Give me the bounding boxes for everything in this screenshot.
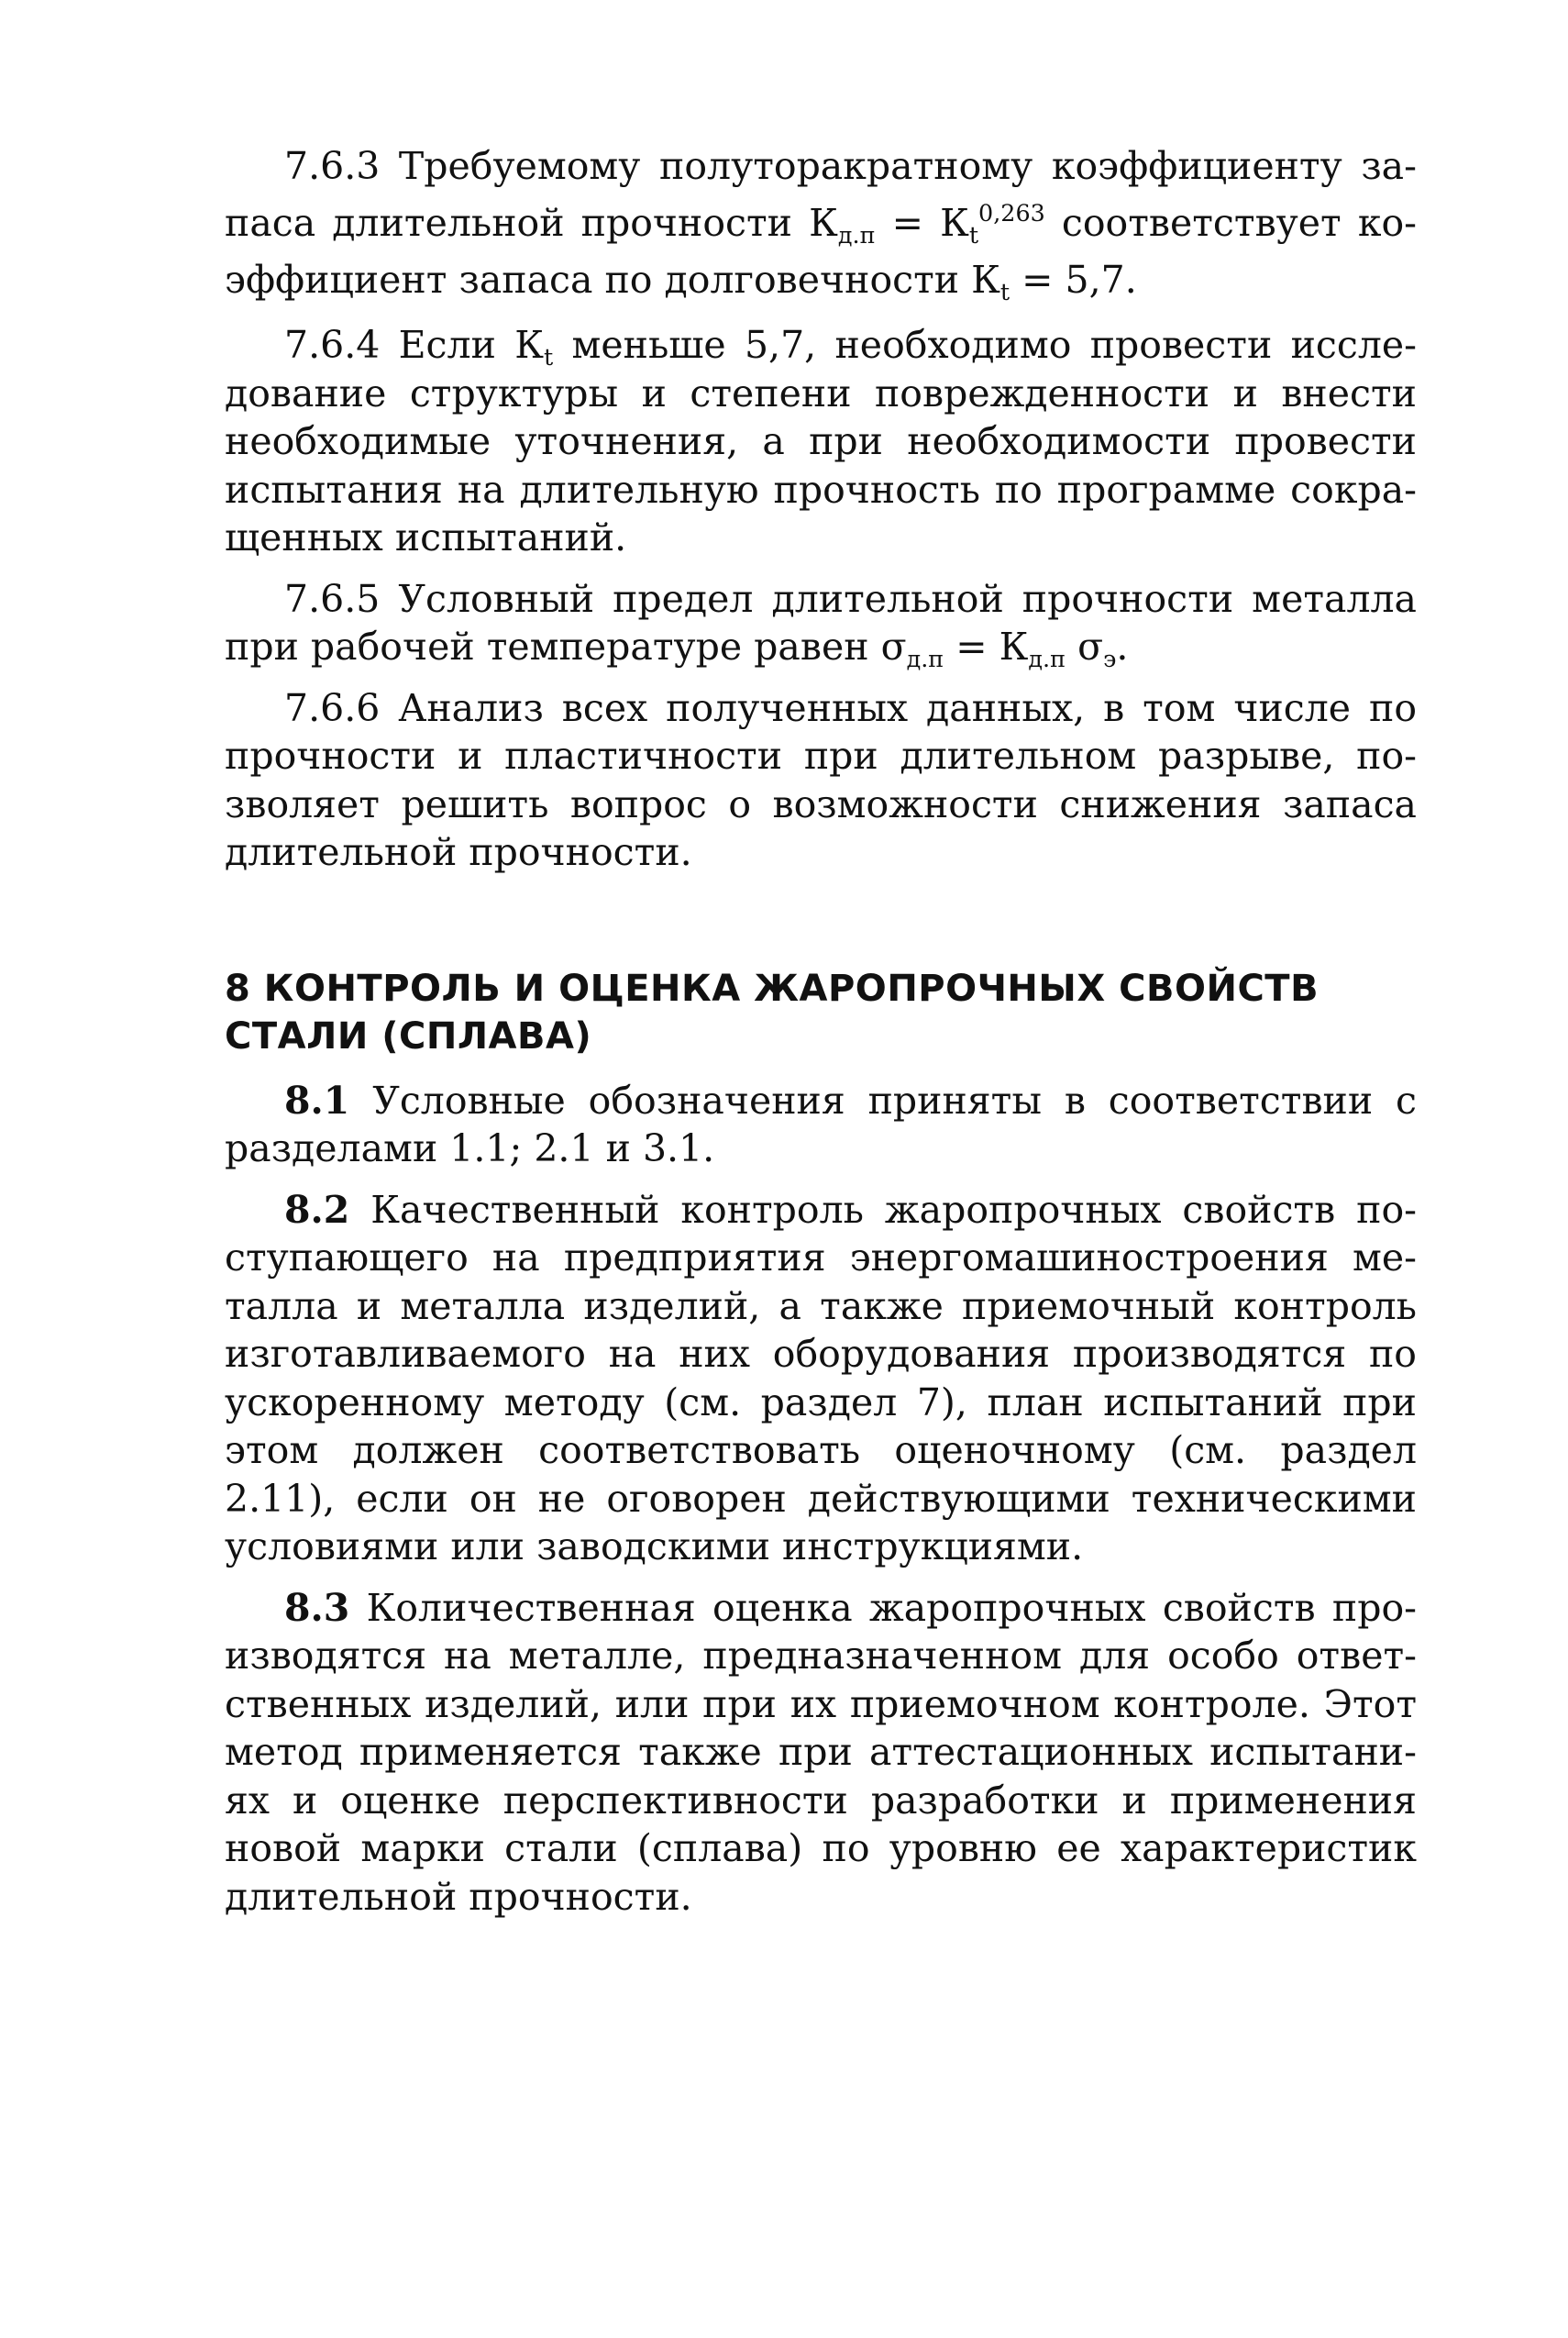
- superscript: 0,263: [978, 199, 1045, 227]
- paragraph-7-6-4: [225, 321, 1417, 562]
- section-8-heading: 8 КОНТРОЛЬ И ОЦЕНКА ЖАРОПРОЧНЫХ СВОЙСТВ СТАЛИ (СПЛАВА): [225, 967, 1320, 1058]
- paragraph-text: = К: [875, 201, 969, 245]
- paragraph-number: 8.3: [284, 1585, 350, 1630]
- paragraph-number: 7.6.5: [284, 576, 381, 621]
- section-8: [225, 1077, 1417, 1922]
- paragraph-8-3: [225, 1584, 1417, 1922]
- paragraph-text: = 5,7.: [1010, 258, 1137, 302]
- subscript: t: [968, 221, 979, 249]
- paragraph-text: Требуемому полуторакратному коэффициенту запаса длительной прочности К: [225, 144, 1417, 245]
- paragraph-number: 7.6.4: [284, 323, 381, 367]
- paragraph-text: Качественный контроль жаропрочных свойств поступающего на предприятия энергомашиностроения металла и металла изделий, а также приемочный контроль изготавливаемого на них оборудования производятся по ускоренному методу (см. раздел 7), план испытаний при этом должен соответствовать оценочному (см. раздел 2.11), если он не оговорен действующими техническими условиями или заводскими инструкциями.: [225, 1187, 1417, 1568]
- paragraph-text: Если К: [380, 323, 544, 367]
- paragraph-8-2: [225, 1186, 1417, 1571]
- subscript: д.п: [837, 221, 876, 249]
- paragraph-text: Количественная оценка жаропрочных свойств производятся на металле, предназначенном для особо ответственных изделий, или при их приемочном контроле. Этот метод применяется также при аттестационных испытаниях и оценке перспективности разработки и применения новой марки стали (сплава) по уровню ее характеристик длительной прочности.: [225, 1585, 1417, 1919]
- paragraph-8-1: [225, 1077, 1417, 1173]
- paragraph-number: 8.1: [284, 1078, 350, 1123]
- paragraph-text: σ: [1066, 625, 1104, 669]
- subscript: t: [999, 278, 1010, 306]
- paragraph-7-6-5: [225, 575, 1417, 671]
- subscript: д.п: [906, 645, 944, 673]
- section-7-continuation: [225, 138, 1417, 877]
- subscript: э: [1103, 645, 1117, 673]
- paragraph-number: 7.6.6: [284, 685, 381, 730]
- paragraph-text: меньше 5,7, необходимо провести исследование структуры и степени поврежденности и внести необходимые уточнения, а при необходимости провести испытания на длительную прочность по программе сокращенных испытаний.: [225, 323, 1417, 560]
- paragraph-text: Условный предел длительной прочности металла при рабочей температуре равен σ: [225, 576, 1417, 669]
- paragraph-number: 7.6.3: [284, 144, 381, 188]
- paragraph-7-6-6: [225, 684, 1417, 877]
- subscript: д.п: [1028, 645, 1066, 673]
- paragraph-7-6-3: [225, 138, 1417, 308]
- paragraph-text: Условные обозначения приняты в соответствии с разделами 1.1; 2.1 и 3.1.: [225, 1078, 1417, 1170]
- subscript: t: [543, 343, 554, 371]
- paragraph-text: = К: [944, 625, 1029, 669]
- page-content: [225, 138, 1417, 1921]
- paragraph-number: 8.2: [284, 1187, 350, 1232]
- paragraph-text: соответствует коэффициент запаса по долговечности К: [225, 201, 1418, 302]
- paragraph-text: Анализ всех полученных данных, в том числе по прочности и пластичности при длительном разрыве, позволяет решить вопрос о возможности снижения запаса длительной прочности.: [225, 685, 1417, 874]
- paragraph-text: .: [1116, 625, 1129, 669]
